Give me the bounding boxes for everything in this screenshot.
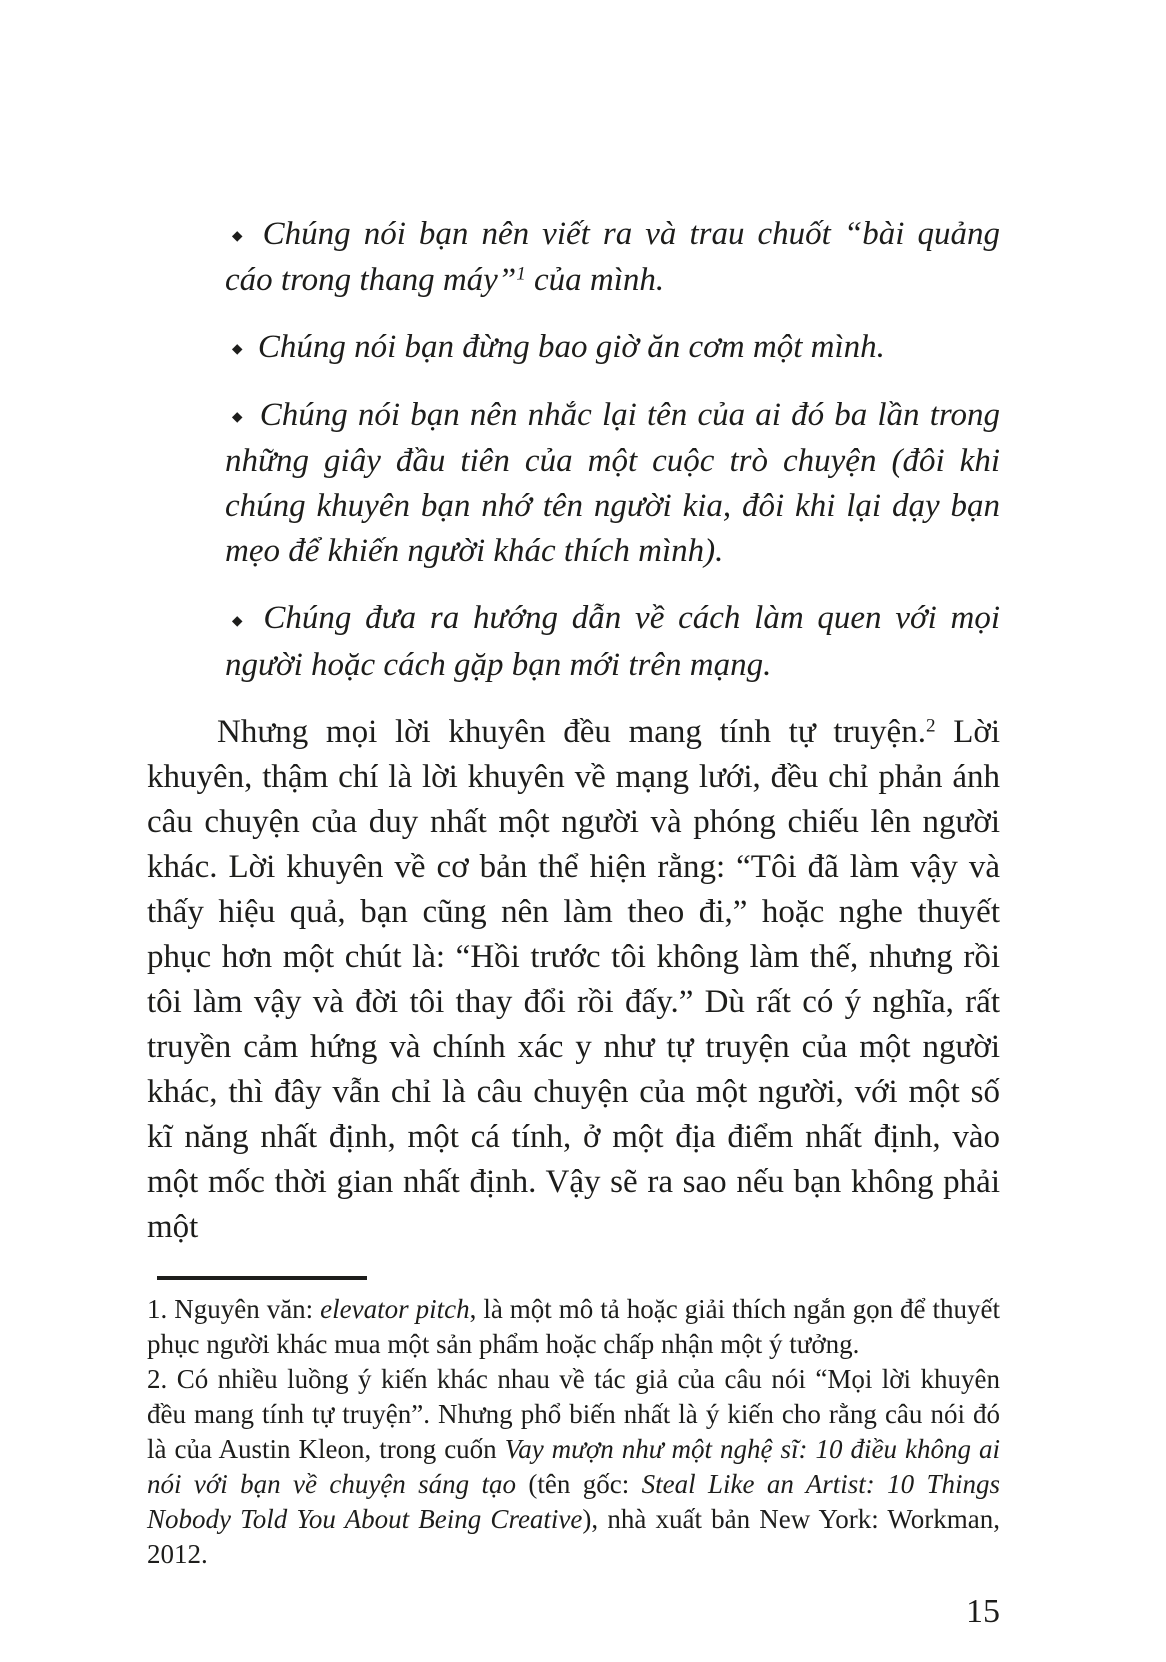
list-item: [225, 596, 1000, 687]
bullet-icon: ◆: [231, 409, 245, 425]
list-item: [225, 325, 1000, 371]
footnote: 1. Nguyên văn: elevator pitch, là một mô tả hoặc giải thích ngắn gọn để thuyết phục người khác mua một sản phẩm hoặc chấp nhận một ý tưởng.: [147, 1293, 1001, 1359]
bullet-icon: ◆: [231, 341, 243, 357]
bullet-icon: ◆: [231, 228, 248, 244]
bullet-text: Chúng nói bạn nên nhắc lại tên của ai đó ba lần trong những giây đầu tiên của một cuộc trò chuyện (đôi khi chúng khuyên bạn nhớ tên người kia, đôi khi lại dạy bạn mẹo để khiến người khác thích mình).: [225, 397, 1000, 570]
bullet-text: Chúng nói bạn nên viết ra và trau chuốt “bài quảng cáo trong thang máy”$^1$ của mình.: [225, 216, 1000, 299]
list-item: [225, 393, 1000, 574]
footnote-separator: [157, 1276, 367, 1280]
bullet-text: Chúng nói bạn đừng bao giờ ăn cơm một mình.: [257, 329, 885, 366]
bullet-list: [147, 212, 1000, 688]
footnotes-block: [147, 1292, 1000, 1572]
list-item: [225, 212, 1000, 303]
footnote: 2. Có nhiều luồng ý kiến khác nhau về tác giả của câu nói “Mọi lời khuyên đều mang tính tự truyện”. Nhưng phổ biến nhất là ý kiến cho rằng câu nói đó là của Austin Kleon, trong cuốn Vay mượn như một nghệ sĩ: 10 điều không ai nói với bạn về chuyện sáng tạo (tên gốc: Steal Like an Artist: 10 Things Nobody Told You About Being Creative), nhà xuất bản New York: Workman, 2012.: [147, 1363, 1001, 1569]
body-paragraph: Nhưng mọi lời khuyên đều mang tính tự truyện.$^2$ Lời khuyên, thậm chí là lời khuyên về mạng lưới, đều chỉ phản ánh câu chuyện của duy nhất một người và phóng chiếu lên người khác. Lời khuyên về cơ bản thể hiện rằng: “Tôi đã làm vậy và thấy hiệu quả, bạn cũng nên làm theo đi,” hoặc nghe thuyết phục hơn một chút là: “Hồi trước tôi không làm thế, nhưng rồi tôi làm vậy và đời tôi thay đổi rồi đấy.” Dù rất có ý nghĩa, rất truyền cảm hứng và chính xác y như tự truyện của một người khác, thì đây vẫn chỉ là câu chuyện của một người, với một số kĩ năng nhất định, một cá tính, ở một địa điểm nhất định, vào một mốc thời gian nhất định. Vậy sẽ ra sao nếu bạn không phải một: [147, 713, 1000, 1245]
bullet-text: Chúng đưa ra hướng dẫn về cách làm quen với mọi người hoặc cách gặp bạn mới trên mạng.: [225, 600, 1000, 683]
page-number: 15: [966, 1592, 1000, 1630]
bullet-icon: ◆: [231, 612, 249, 628]
